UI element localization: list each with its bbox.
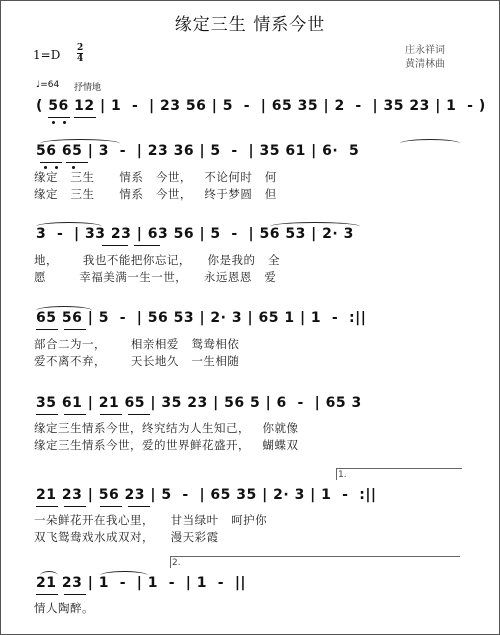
lyric-line: 缘定 三生 情系 今世， 不论何时 何	[34, 170, 277, 184]
notation-line-3: 3 - | 33 23 | 63 56 | 5 - | 56 53 | 2· 3	[36, 226, 354, 242]
time-signature-bottom: 4	[77, 54, 84, 64]
beam	[64, 594, 86, 595]
beam	[36, 329, 58, 330]
notation-line-1: ( 56 12 | 1 - | 23 56 | 5 - | 65 35 | 2 - | 35 23 | 1 - )	[36, 98, 486, 114]
lyric-line: 愿 幸福美满一生一世， 永远恩恩 爱	[34, 270, 277, 284]
slur	[270, 222, 360, 231]
lyric-line: 爱不离不弃， 天长地久 一生相随	[34, 354, 240, 368]
low-octave-dot	[63, 121, 66, 124]
volta-1: 1.	[338, 470, 347, 480]
key-signature: 1=D	[33, 48, 61, 62]
low-octave-dot	[52, 121, 55, 124]
tempo-mark: ♩=64	[36, 80, 60, 90]
expression-mark: 抒情地	[74, 83, 102, 93]
beam	[64, 329, 86, 330]
slur	[100, 571, 148, 580]
lyric-line: 缘定三生情系今世，终究结为人生知己， 你就像	[34, 421, 299, 435]
beam	[66, 162, 88, 163]
time-signature	[77, 43, 83, 64]
volta-bracket	[336, 468, 462, 469]
slur	[36, 222, 102, 231]
slur	[400, 139, 460, 148]
volta-bracket-edge	[170, 556, 171, 568]
volta-2: 2.	[172, 558, 181, 568]
beam	[40, 162, 62, 163]
time-signature-top: 2	[77, 43, 84, 53]
page-title: 缘定三生 情系今世	[174, 15, 326, 35]
beam	[36, 506, 58, 507]
lyric-line: 缘定 三生 情系 今世， 终于梦圆 但	[34, 187, 277, 201]
beam	[102, 245, 128, 246]
lyricist: 庄永祥词	[405, 45, 445, 56]
beam	[48, 117, 70, 118]
beam	[36, 594, 58, 595]
beam	[100, 414, 122, 415]
notation-line-6: 21 23 | 56 23 | 5 - | 65 35 | 2· 3 | 1 - :||	[36, 487, 377, 503]
beam	[74, 117, 96, 118]
notation-line-4: 65 56 | 5 - | 56 53 | 2· 3 | 65 1 | 1 - :||	[36, 310, 367, 326]
lyric-line: 部合二为一， 相亲相爱 鸳鸯相依	[34, 337, 240, 351]
lyric-line: 双飞鸳鸯戏水成双对， 漫天彩霞	[34, 530, 219, 544]
lyric-line: 情人陶醉。	[34, 601, 94, 615]
composer: 黄清林曲	[405, 59, 445, 70]
credits	[405, 44, 445, 72]
lyric-line: 一朵鲜花开在我心里， 甘当绿叶 呵护你	[34, 513, 268, 527]
beam	[64, 414, 86, 415]
lyric-line: 地， 我也不能把你忘记， 你是我的 全	[34, 253, 281, 267]
beam	[134, 245, 160, 246]
beam	[36, 414, 58, 415]
slur	[40, 139, 120, 148]
volta-bracket	[170, 556, 460, 557]
notation-line-5: 35 61 | 21 65 | 35 23 | 56 5 | 6 - | 65 3	[36, 395, 362, 411]
notation-line-7: 21 23 | 1 - | 1 - | 1 - ||	[36, 575, 247, 591]
slur	[36, 306, 92, 315]
volta-bracket-edge	[336, 468, 337, 480]
notation-line-2: 56 65 | 3 - | 23 36 | 5 - | 35 61 | 6· 5	[36, 143, 360, 159]
beam	[64, 506, 86, 507]
slur	[40, 571, 58, 580]
beam	[128, 414, 150, 415]
lyric-line: 缘定三生情系今世，爱的世界鲜花盛开， 蝴蝶双	[34, 438, 299, 452]
beam	[100, 506, 122, 507]
beam	[128, 506, 150, 507]
